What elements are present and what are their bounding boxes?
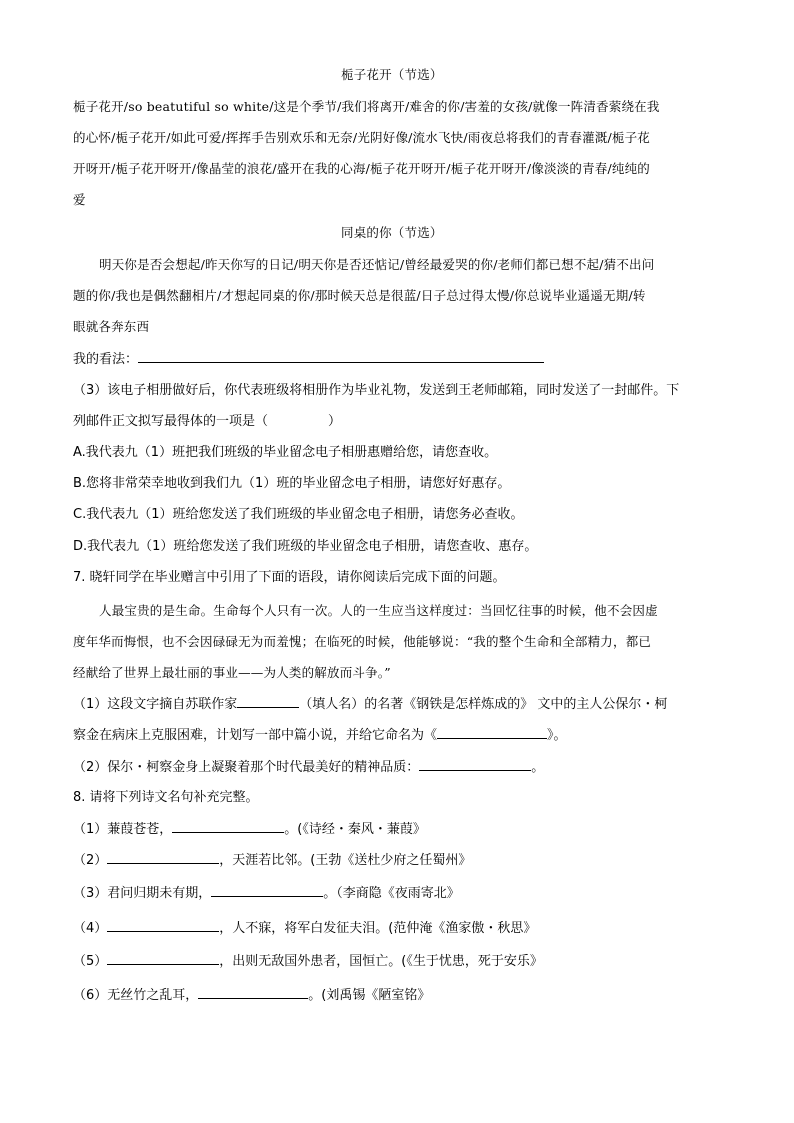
q7-sub1-text-d: 》。: [547, 728, 567, 743]
q8-item-2-pre: （2）: [73, 853, 108, 868]
q8-item-2-blank[interactable]: [107, 850, 219, 864]
q7-sub1-text-a: （1）这段文字摘自苏联作家: [73, 697, 238, 712]
poem1-line-3: 开呀开/栀子花开呀开/像晶莹的浪花/盛开在我的心海/栀子花开呀开/栀子花开呀开/像淡淡的青春/纯纯的: [73, 161, 650, 176]
q7-sub1-text-b: （填人名）的名著《钢铁是怎样炼成的》 文中的主人公保尔・柯: [299, 697, 668, 712]
q7-author-blank[interactable]: [237, 694, 299, 708]
q3-option-c: C.我代表九（1）班给您发送了我们班级的毕业留念电子相册，请您务必查收。: [73, 507, 524, 522]
q8-item-6: [73, 985, 430, 1006]
q3-stem-line-1: （3）该电子相册做好后，你代表班级将相册作为毕业礼物，发送到王老师邮箱，同时发送了一封邮件。下: [73, 383, 680, 398]
q8-item-6-post: 。(刘禹锡《陋室铭》: [308, 988, 431, 1003]
q3-option-b: B.您将非常荣幸地收到我们九（1）班的毕业留念电子相册，请您好好惠存。: [73, 476, 511, 491]
q3-stem-text: 列邮件正文拟写最得体的一项是（: [73, 414, 269, 429]
q8-item-4-blank[interactable]: [107, 918, 219, 932]
q8-item-1-post: 。(《诗经・秦风・蒹葭》: [284, 822, 426, 837]
q8-item-4-post: ，人不寐，将军白发征夫泪。(范仲淹《渔家傲・秋思》: [219, 921, 537, 936]
poem2-line-2: 题的你/我也是偶然翻相片/才想起同桌的你/那时候天总是很蓝/日子总过得太慢/你总说毕业遥遥无期/转: [73, 288, 646, 303]
q7-sub1-line-2: [73, 725, 567, 746]
q8-item-2-post: ，天涯若比邻。(王勃《送杜少府之任蜀州》: [219, 853, 472, 868]
opinion-label: 我的看法：: [73, 352, 139, 367]
opinion-answer-blank[interactable]: [138, 349, 544, 363]
q7-sub2-line: [73, 757, 544, 778]
q7-stem: 7. 晓轩同学在毕业赠言中引用了下面的语段，请你阅读后完成下面的问题。: [73, 570, 506, 585]
q8-item-5: [73, 951, 543, 972]
q8-item-1: [73, 819, 426, 840]
q8-item-6-blank[interactable]: [198, 985, 308, 999]
q8-item-3: [73, 883, 460, 904]
poem1-line-2: 的心怀/栀子花开/如此可爱/挥挥手告别欢乐和无奈/光阴好像/流水飞快/雨夜总将我们的青春灌溉/栀子花: [73, 130, 650, 145]
q8-item-2: [73, 850, 471, 871]
poem1-line-1: 栀子花开/so beatutiful so white/这是个季节/我们将离开/难舍的你/害羞的女孩/就像一阵清香萦绕在我: [73, 99, 660, 114]
opinion-row: [73, 349, 544, 370]
poem2-line-3: 眼就各奔东西: [73, 319, 150, 334]
q7-quality-blank[interactable]: [419, 757, 531, 771]
q7-sub1-text-c: 察金在病床上克服困难，计划写一部中篇小说，并给它命名为《: [73, 728, 438, 743]
q8-item-3-post: 。（李商隐《夜雨寄北》: [323, 886, 460, 901]
q3-option-a: A.我代表九（1）班把我们班级的毕业留念电子相册惠赠给您，请您查收。: [73, 445, 498, 460]
q8-item-5-pre: （5）: [73, 954, 108, 969]
q8-item-5-post: ，出则无敌国外患者，国恒亡。(《生于忧患，死于安乐》: [219, 954, 543, 969]
q7-sub2-text-b: 。: [531, 760, 545, 775]
q8-item-4-pre: （4）: [73, 921, 108, 936]
poem1-line-4: 爱: [73, 192, 86, 207]
q8-item-1-blank[interactable]: [172, 819, 284, 833]
q8-item-3-blank[interactable]: [211, 883, 323, 897]
q8-item-4: [73, 918, 536, 939]
q3-stem-line-2: [73, 412, 341, 432]
q3-stem-close: ）: [328, 414, 342, 429]
poem2-title: 同桌的你（节选）: [341, 225, 443, 240]
q7-quote-line-1: 人最宝贵的是生命。生命每个人只有一次。人的一生应当这样度过：当回忆往事的时候，他不会因虚: [99, 603, 658, 618]
q7-quote-line-3: 经献给了世界上最壮丽的事业——为人类的解放而斗争。”: [73, 665, 391, 680]
poem2-line-1: 明天你是否会想起/昨天你写的日记/明天你是否还惦记/曾经最爱哭的你/老师们都已想不起/猜不出问: [99, 257, 655, 272]
q7-novel-title-blank[interactable]: [437, 725, 547, 739]
q3-option-d: D.我代表九（1）班给您发送了我们班级的毕业留念电子相册，请您查收、惠存。: [73, 539, 538, 554]
q8-item-1-pre: （1）蒹葭苍苍，: [73, 822, 173, 837]
poem1-title: 栀子花开（节选）: [341, 67, 443, 82]
q8-item-5-blank[interactable]: [107, 951, 219, 965]
q7-sub1-line-1: [73, 694, 667, 715]
q7-sub2-text-a: （2）保尔・柯察金身上凝聚着那个时代最美好的精神品质：: [73, 760, 420, 775]
q8-item-6-pre: （6）无丝竹之乱耳，: [73, 988, 199, 1003]
q8-item-3-pre: （3）君问归期未有期，: [73, 886, 212, 901]
q8-stem: 8. 请将下列诗文名句补充完整。: [73, 790, 259, 805]
q7-quote-line-2: 度年华而悔恨，也不会因碌碌无为而羞愧；在临死的时候，他能够说：“我的整个生命和全部精力，都已: [73, 634, 652, 649]
